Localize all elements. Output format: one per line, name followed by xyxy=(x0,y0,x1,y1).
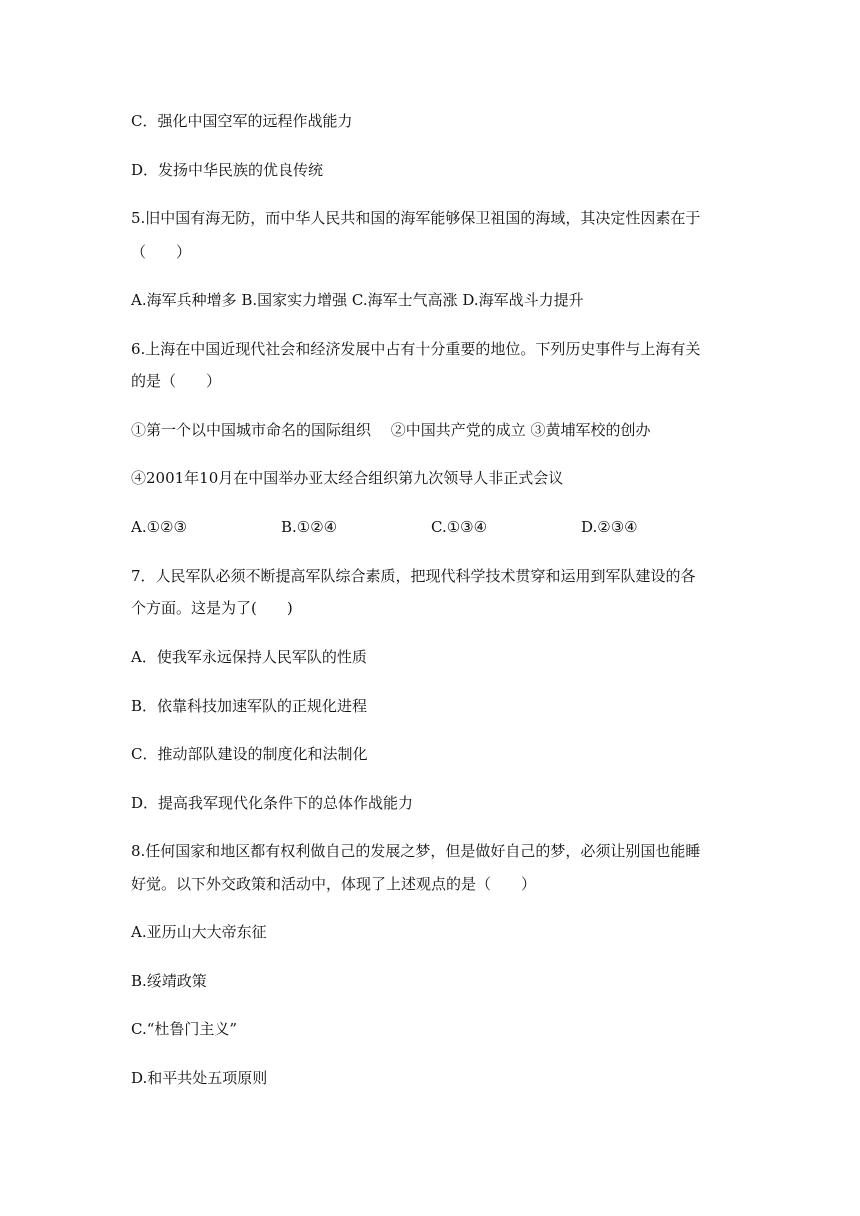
q7-option-a: A．使我军永远保持人民军队的性质 xyxy=(131,648,367,666)
q7-option-c: C．推动部队建设的制度化和法制化 xyxy=(131,745,368,763)
q7-stem-cont: 个方面。这是为了( ) xyxy=(131,599,293,617)
q8-option-c: C.“杜鲁门主义” xyxy=(131,1020,238,1038)
q4-option-c: C．强化中国空军的远程作战能力 xyxy=(131,112,353,130)
q8-stem: 8.任何国家和地区都有权利做自己的发展之梦，但是做好自己的梦，必须让别国也能睡 xyxy=(131,842,701,860)
q7-stem: 7．人民军队必须不断提高军队综合素质，把现代科学技术贯穿和运用到军队建设的各 xyxy=(131,567,696,585)
q6-option-b: B.①②④ xyxy=(281,518,338,536)
q6-statement-1: ①第一个以中国城市命名的国际组织 ②中国共产党的成立 ③黄埔军校的创办 xyxy=(131,421,651,439)
q6-stem: 6.上海在中国近现代社会和经济发展中占有十分重要的地位。下列历史事件与上海有关 xyxy=(131,340,701,358)
q6-option-d: D.②③④ xyxy=(581,518,638,536)
q4-option-d: D．发扬中华民族的优良传统 xyxy=(131,161,324,179)
q5-options: A.海军兵种增多 B.国家实力增强 C.海军士气高涨 D.海军战斗力提升 xyxy=(131,291,584,309)
q5-stem-blank: （ ） xyxy=(131,243,192,261)
q6-options xyxy=(131,517,691,537)
q8-option-d: D.和平共处五项原则 xyxy=(131,1069,268,1087)
q8-option-b: B.绥靖政策 xyxy=(131,972,207,990)
q7-option-d: D．提高我军现代化条件下的总体作战能力 xyxy=(131,794,414,812)
q5-stem: 5.旧中国有海无防，而中华人民共和国的海军能够保卫祖国的海域，其决定性因素在于 xyxy=(131,209,701,227)
q6-option-a: A.①②③ xyxy=(131,518,187,536)
q6-stem-cont: 的是（ ） xyxy=(131,372,222,390)
q7-option-b: B．依靠科技加速军队的正规化进程 xyxy=(131,697,368,715)
q8-stem-cont: 好觉。以下外交政策和活动中，体现了上述观点的是（ ） xyxy=(131,875,537,893)
q6-option-c: C.①③④ xyxy=(431,518,488,536)
q6-statement-2: ④2001年10月在中国举办亚太经合组织第九次领导人非正式会议 xyxy=(131,469,564,487)
q8-option-a: A.亚历山大大帝东征 xyxy=(131,923,267,941)
